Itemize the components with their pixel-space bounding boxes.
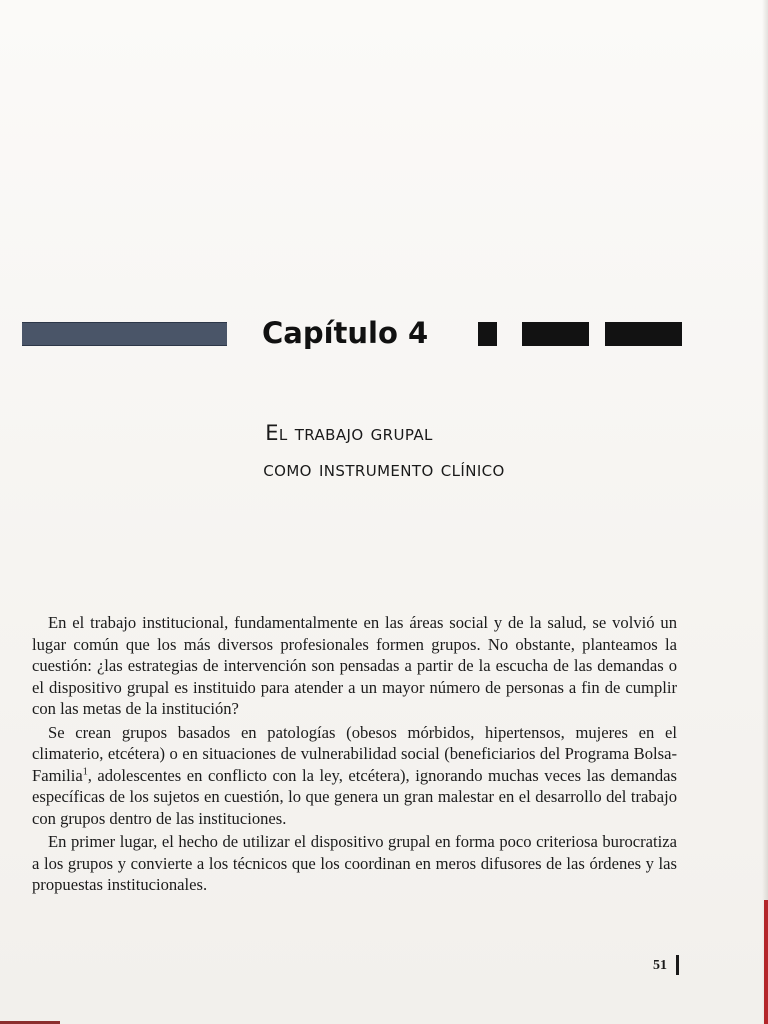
paragraph-2-start: Se crean grupos basados en patologías (obesos mórbidos, hipertensos, mujeres en el climaterio, etcétera) o en situaciones de vulnerabilidad social (beneficiarios del Programa Bolsa-Familia (32, 722, 677, 785)
decorative-block (478, 322, 497, 346)
chapter-heading: Capítulo 4 (262, 316, 429, 350)
edge-mark (764, 900, 768, 1024)
paragraph-2 (32, 722, 677, 830)
chapter-title-line-1: El trabajo grupal (265, 421, 433, 445)
chapter-title (0, 415, 768, 487)
paragraph-3: En primer lugar, el hecho de utilizar el dispositivo grupal en forma poco criteriosa burocratiza a los grupos y convierte a los técnicos que los coordinan en meros difusores de las órdenes y las propuestas institucionales. (32, 832, 677, 894)
paragraph-1: En el trabajo institucional, fundamentalmente en las áreas social y de la salud, se volvió un lugar común que los más diversos profesionales formen grupos. No obstante, planteamos la cuestión: ¿las estrategias de intervención son pensadas a partir de la escucha de las demandas o el dispositivo grupal es instituido para atender a un mayor número de personas a fin de cumplir con las metas de la institución? (32, 613, 677, 718)
page-number-rule (676, 955, 679, 975)
footnote-reference: 1 (82, 765, 88, 777)
page-edge-shadow (762, 0, 768, 1024)
paragraph-2-end: , adolescentes en conflicto con la ley, etcétera), ignorando muchas veces las demandas específicas de los sujetos en cuestión, lo que genera un gran malestar en el desarrollo del trabajo con grupos dentro de las instituciones. (32, 765, 677, 828)
chapter-title-line-2: como instrumento clínico (263, 457, 505, 481)
decorative-bar (22, 322, 227, 346)
decorative-block (605, 322, 682, 346)
body-text (32, 612, 677, 896)
chapter-header (0, 316, 768, 360)
decorative-block (522, 322, 589, 346)
page-number: 51 (653, 958, 667, 973)
